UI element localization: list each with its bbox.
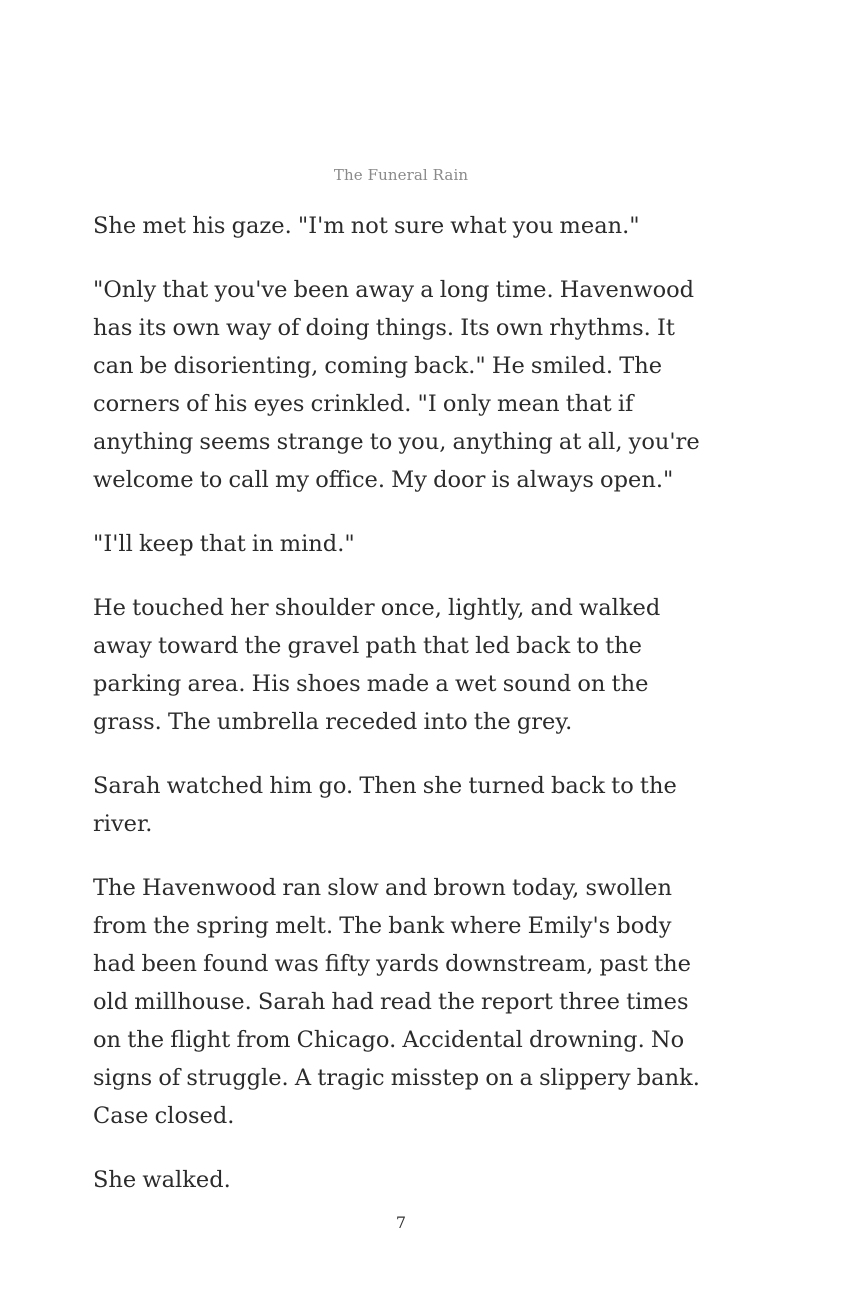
body-text	[93, 207, 718, 1225]
paragraph: She met his gaze. "I'm not sure what you mean."	[93, 213, 640, 239]
paragraph: She walked.	[93, 1167, 231, 1193]
page-number: 7	[395, 1213, 407, 1232]
paragraph: He touched her shoulder once, lightly, and walked away toward the gravel path that led back to the parking area. His shoes made a wet sound on the grass. The umbrella receded into the grey.	[93, 595, 661, 735]
paragraph: "Only that you've been away a long time. Havenwood has its own way of doing things. Its own rhythms. It can be disorienting, coming back." He smiled. The corners of his eyes crinkled. "I only mean that if anything seems strange to you, anything at all, you're welcome to call my office. My door is always open."	[93, 277, 700, 493]
paragraph: Sarah watched him go. Then she turned back to the river.	[93, 773, 677, 837]
paragraph: The Havenwood ran slow and brown today, swollen from the spring melt. The bank where Emily's body had been found was fifty yards downstream, past the old millhouse. Sarah had read the report three times on the flight from Chicago. Accidental drowning. No signs of struggle. A tragic misstep on a slippery bank. Case closed.	[93, 875, 700, 1129]
paragraph: "I'll keep that in mind."	[93, 531, 355, 557]
running-header-title: The Funeral Rain	[333, 166, 469, 184]
